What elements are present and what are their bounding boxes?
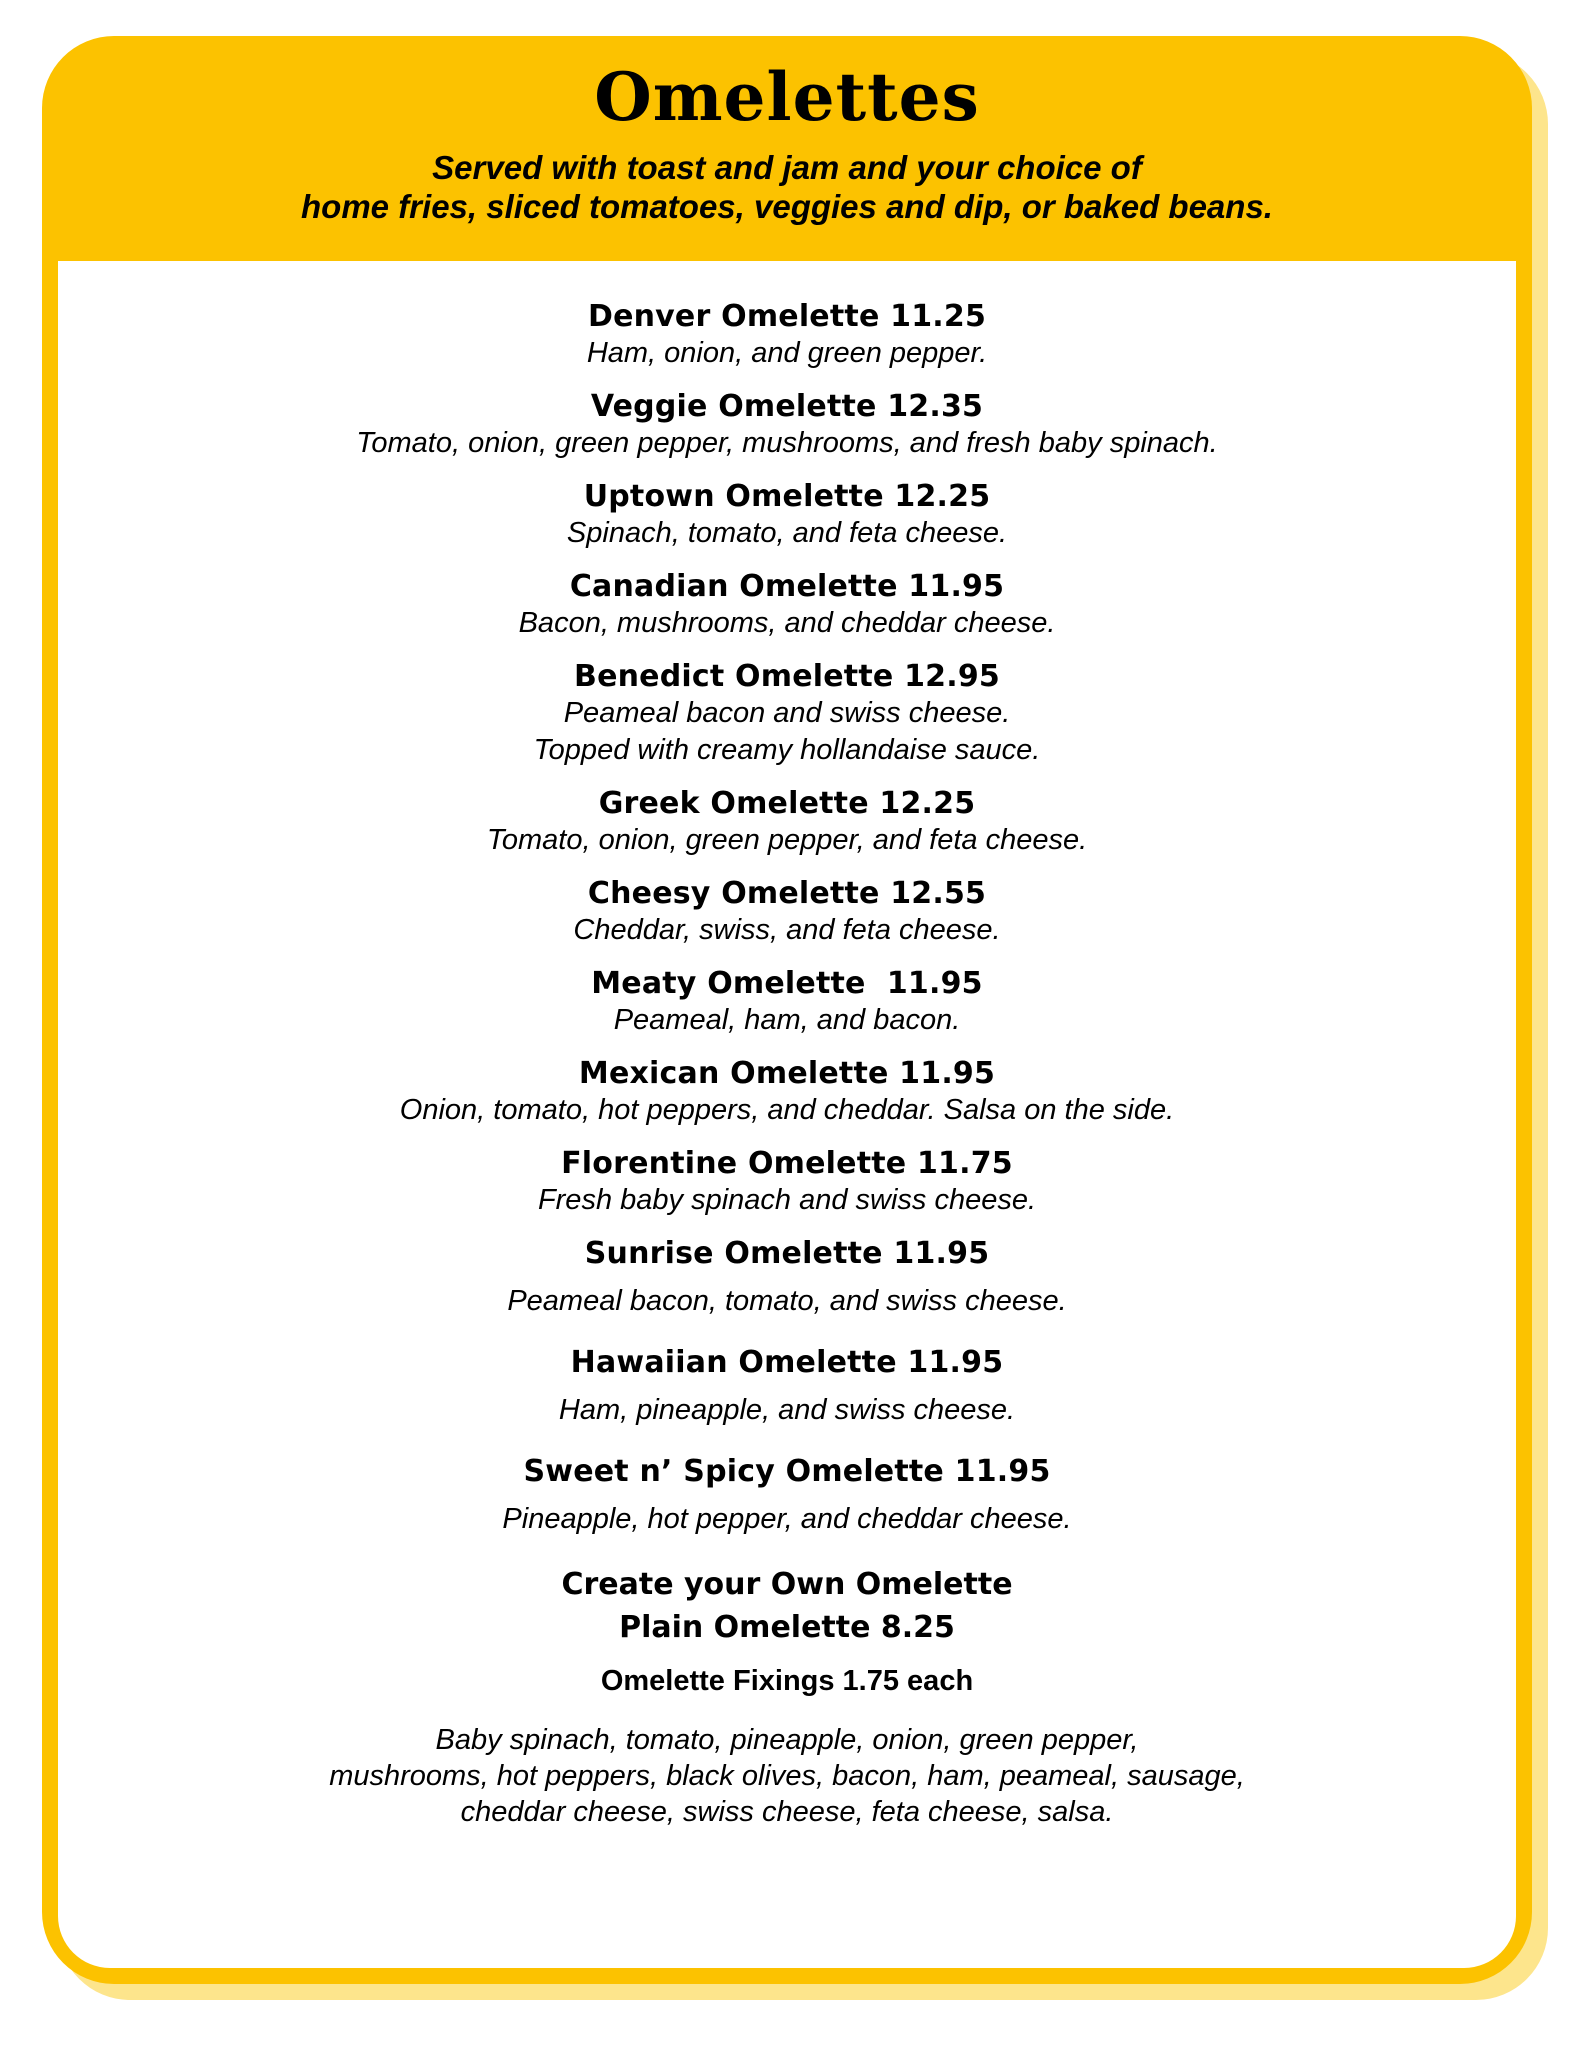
create-own-title: Create your Own Omelette [561,1567,1013,1602]
item-name: Meaty Omelette 11.95 [591,966,983,1001]
item-name: Cheesy Omelette 12.55 [587,876,987,911]
item-description: Ham, onion, and green pepper. [586,337,988,369]
menu-item [58,1055,1516,1129]
menu-subtitle [42,148,1532,226]
fixings-list [58,1722,1516,1830]
menu-item [58,568,1516,642]
item-description: Peameal bacon, tomato, and swiss cheese. [507,1285,1067,1317]
create-own-section [58,1563,1516,1830]
menu-item [58,1235,1516,1320]
menu-panel [58,261,1516,1968]
item-description: Peameal bacon and swiss cheese. [563,697,1011,729]
item-name: Benedict Omelette 12.95 [574,659,1000,694]
menu-item [58,875,1516,949]
item-description: Topped with creamy hollandaise sauce. [533,734,1041,766]
item-description: Peameal, ham, and bacon. [613,1004,961,1036]
menu-card [42,36,1532,1984]
menu-item [58,785,1516,859]
menu-item [58,1453,1516,1538]
menu-item [58,298,1516,372]
plain-omelette-price: Plain Omelette 8.25 [619,1610,955,1645]
item-description: Pineapple, hot pepper, and cheddar cheese. [502,1503,1072,1535]
item-description: Cheddar, swiss, and feta cheese. [573,914,1001,946]
item-description: Fresh baby spinach and swiss cheese. [537,1184,1037,1216]
menu-item [58,388,1516,462]
item-name: Florentine Omelette 11.75 [561,1146,1013,1181]
menu-item [58,1145,1516,1219]
item-name: Canadian Omelette 11.95 [569,569,1005,604]
menu-item [58,658,1516,769]
item-name: Denver Omelette 11.25 [587,299,987,334]
subtitle-line: Served with toast and jam and your choice of [432,149,1142,186]
menu-header [42,36,1532,261]
item-name: Veggie Omelette 12.35 [590,389,984,424]
fixings-line: mushrooms, hot peppers, black olives, bacon, ham, peameal, sausage, [329,1760,1245,1792]
menu-item [58,965,1516,1039]
item-description: Tomato, onion, green pepper, mushrooms, and fresh baby spinach. [356,427,1218,459]
menu-list [58,298,1516,1830]
item-name: Sweet n’ Spicy Omelette 11.95 [523,1454,1051,1489]
item-description: Bacon, mushrooms, and cheddar cheese. [518,607,1056,639]
fixings-line: cheddar cheese, swiss cheese, feta cheese, salsa. [460,1796,1114,1828]
item-name: Hawaiian Omelette 11.95 [570,1345,1004,1380]
item-name: Uptown Omelette 12.25 [583,479,991,514]
fixings-line: Baby spinach, tomato, pineapple, onion, green pepper, [435,1724,1139,1756]
page-title: Omelettes [594,58,980,136]
item-name: Mexican Omelette 11.95 [578,1056,996,1091]
item-name: Greek Omelette 12.25 [598,786,976,821]
fixings-label: Omelette Fixings 1.75 each [600,1665,974,1697]
item-description: Onion, tomato, hot peppers, and cheddar. Salsa on the side. [399,1094,1175,1126]
item-name: Sunrise Omelette 11.95 [584,1236,990,1271]
item-description: Tomato, onion, green pepper, and feta cheese. [486,824,1088,856]
item-description: Ham, pineapple, and swiss cheese. [558,1394,1016,1426]
item-description: Spinach, tomato, and feta cheese. [566,517,1008,549]
subtitle-line: home fries, sliced tomatoes, veggies and dip, or baked beans. [301,188,1273,225]
menu-item [58,478,1516,552]
menu-item [58,1344,1516,1429]
